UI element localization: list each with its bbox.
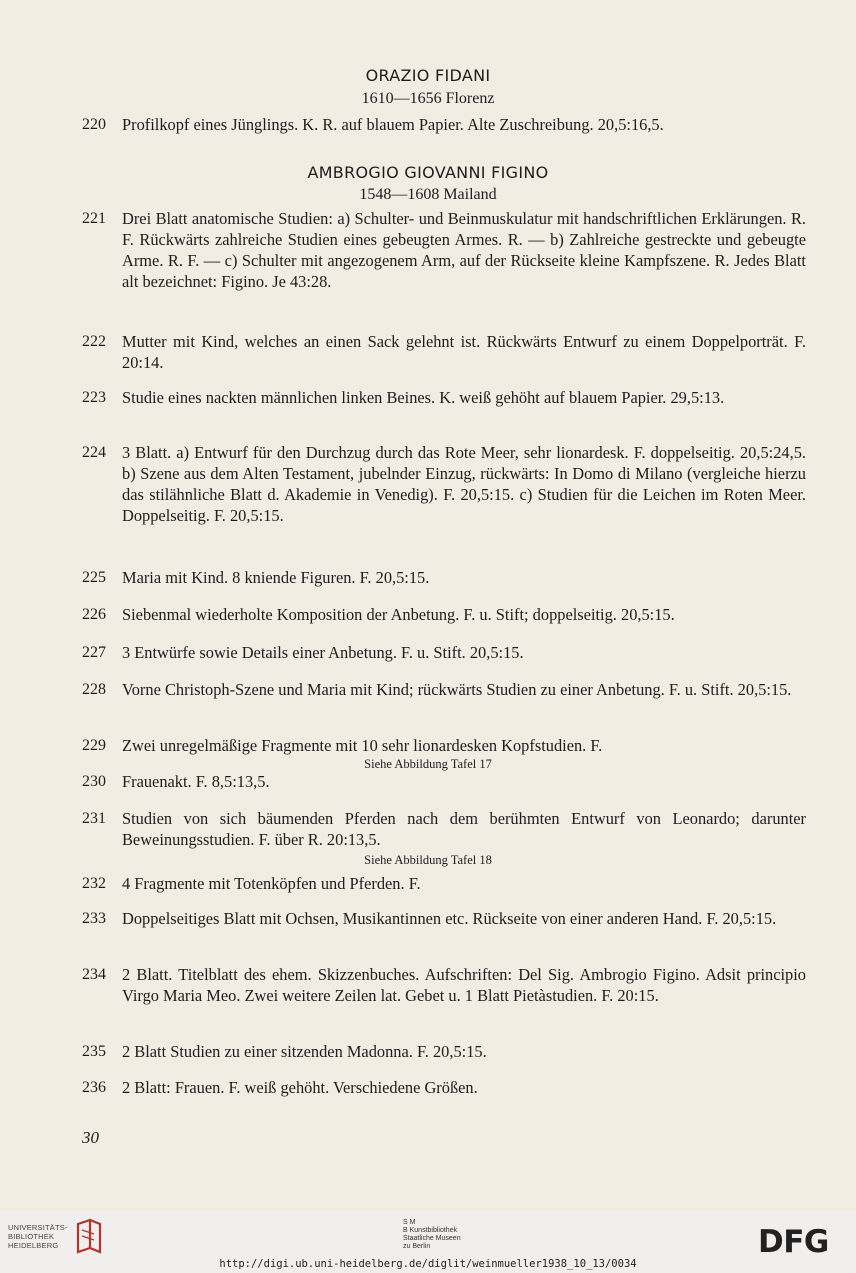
- entry-number: 229: [82, 737, 106, 754]
- entry-text: Doppelseitiges Blatt mit Ochsen, Musikantinnen etc. Rückseite von einer anderen Hand. F. 20,5:15.: [122, 909, 777, 928]
- entry-number: 228: [82, 681, 106, 698]
- entry-text: Maria mit Kind. 8 kniende Figuren. F. 20,5:15.: [122, 568, 430, 587]
- entry-text: Vorne Christoph-Szene und Maria mit Kind; rückwärts Studien zu einer Anbetung. F. u. Stift. 20,5:15.: [122, 680, 792, 699]
- entry-number: 230: [82, 773, 106, 790]
- entry-number: 232: [82, 875, 106, 892]
- plate-reference: Siehe Abbildung Tafel 17: [364, 757, 492, 771]
- plate-reference: Siehe Abbildung Tafel 18: [364, 853, 492, 867]
- entry-text: Studien von sich bäumenden Pferden nach dem berühmten Entwurf von Leonardo; darunter Beweinungsstudien. F. über R. 20:13,5.: [122, 809, 806, 849]
- artist-dates: 1548—1608 Mailand: [359, 186, 497, 203]
- university-library-logo-icon: [74, 1218, 104, 1258]
- entry-number: 221: [82, 210, 106, 227]
- source-url[interactable]: http://digi.ub.uni-heidelberg.de/diglit/weinmueller1938_10_13/0034: [219, 1258, 637, 1270]
- entry-number: 234: [82, 966, 106, 983]
- entry-text: Frauenakt. F. 8,5:13,5.: [122, 772, 270, 791]
- university-library-label: UNIVERSITÄTS- BIBLIOTHEK HEIDELBERG: [8, 1223, 68, 1250]
- entry-text: 2 Blatt: Frauen. F. weiß gehöht. Verschiedene Größen.: [122, 1078, 478, 1097]
- entry-text: Studie eines nackten männlichen linken Beines. K. weiß gehöht auf blauem Papier. 29,5:13.: [122, 388, 725, 407]
- entry-number: 220: [82, 116, 106, 133]
- entry-number: 223: [82, 389, 106, 406]
- kunstbibliothek-label: S M B Kunstbibliothek Staatliche Museen zu Berlin: [403, 1219, 461, 1250]
- page-number: 30: [82, 1128, 99, 1147]
- entry-text: Siebenmal wiederholte Komposition der Anbetung. F. u. Stift; doppelseitig. 20,5:15.: [122, 605, 675, 624]
- entry-text: Profilkopf eines Jünglings. K. R. auf blauem Papier. Alte Zuschreibung. 20,5:16,5.: [122, 115, 664, 134]
- entry-text: 4 Fragmente mit Totenköpfen und Pferden. F.: [122, 874, 421, 893]
- digitization-footer: [0, 1210, 856, 1273]
- dfg-logo: DFG: [758, 1224, 829, 1260]
- entry-number: 236: [82, 1079, 106, 1096]
- artist-dates: 1610—1656 Florenz: [361, 90, 495, 107]
- entry-text: Mutter mit Kind, welches an einen Sack gelehnt ist. Rückwärts Entwurf zu einem Doppelporträt. F. 20:14.: [122, 332, 806, 372]
- entry-text: Drei Blatt anatomische Studien: a) Schulter- und Beinmuskulatur mit handschriftlichen Erklärungen. R. F. Rückwärts zahlreiche Studien eines gebeugten Armes. R. — b) Zahlreiche gestreckte und gebeugte Arme. R. F. — c) Schulter mit angezogenem Arm, auf der Rückseite kleine Kampfszene. R. Jedes Blatt alt bezeichnet: Figino. Je 43:28.: [122, 209, 806, 291]
- entry-number: 235: [82, 1043, 106, 1060]
- entry-number: 224: [82, 444, 106, 461]
- entry-text: 2 Blatt. Titelblatt des ehem. Skizzenbuches. Aufschriften: Del Sig. Ambrogio Figino. Adsit principio Virgo Maria Meo. Zwei weitere Zeilen lat. Gebet u. 1 Blatt Pietàstudien. F. 20:15.: [122, 965, 806, 1005]
- entry-text: Zwei unregelmäßige Fragmente mit 10 sehr lionardesken Kopfstudien. F.: [122, 736, 603, 755]
- entry-text: 2 Blatt Studien zu einer sitzenden Madonna. F. 20,5:15.: [122, 1042, 487, 1061]
- entry-text: 3 Entwürfe sowie Details einer Anbetung. F. u. Stift. 20,5:15.: [122, 643, 524, 662]
- artist-name: AMBROGIO GIOVANNI FIGINO: [307, 163, 549, 182]
- entry-number: 226: [82, 606, 106, 623]
- entry-number: 233: [82, 910, 106, 927]
- entry-number: 222: [82, 333, 106, 350]
- entry-number: 227: [82, 644, 106, 661]
- entry-number: 231: [82, 810, 106, 827]
- entry-number: 225: [82, 569, 106, 586]
- artist-name: ORAZIO FIDANI: [365, 66, 491, 85]
- entry-text: 3 Blatt. a) Entwurf für den Durchzug durch das Rote Meer, sehr lionardesk. F. doppelseitig. 20,5:24,5. b) Szene aus dem Alten Testament, jubelnder Einzug, rückwärts: In Domo di Milano (vergleiche hierzu das stilähnliche Blatt d. Akademie in Venedig). F. 20,5:15. c) Studien für die Leichen im Roten Meer. Doppelseitig. F. 20,5:15.: [122, 443, 806, 525]
